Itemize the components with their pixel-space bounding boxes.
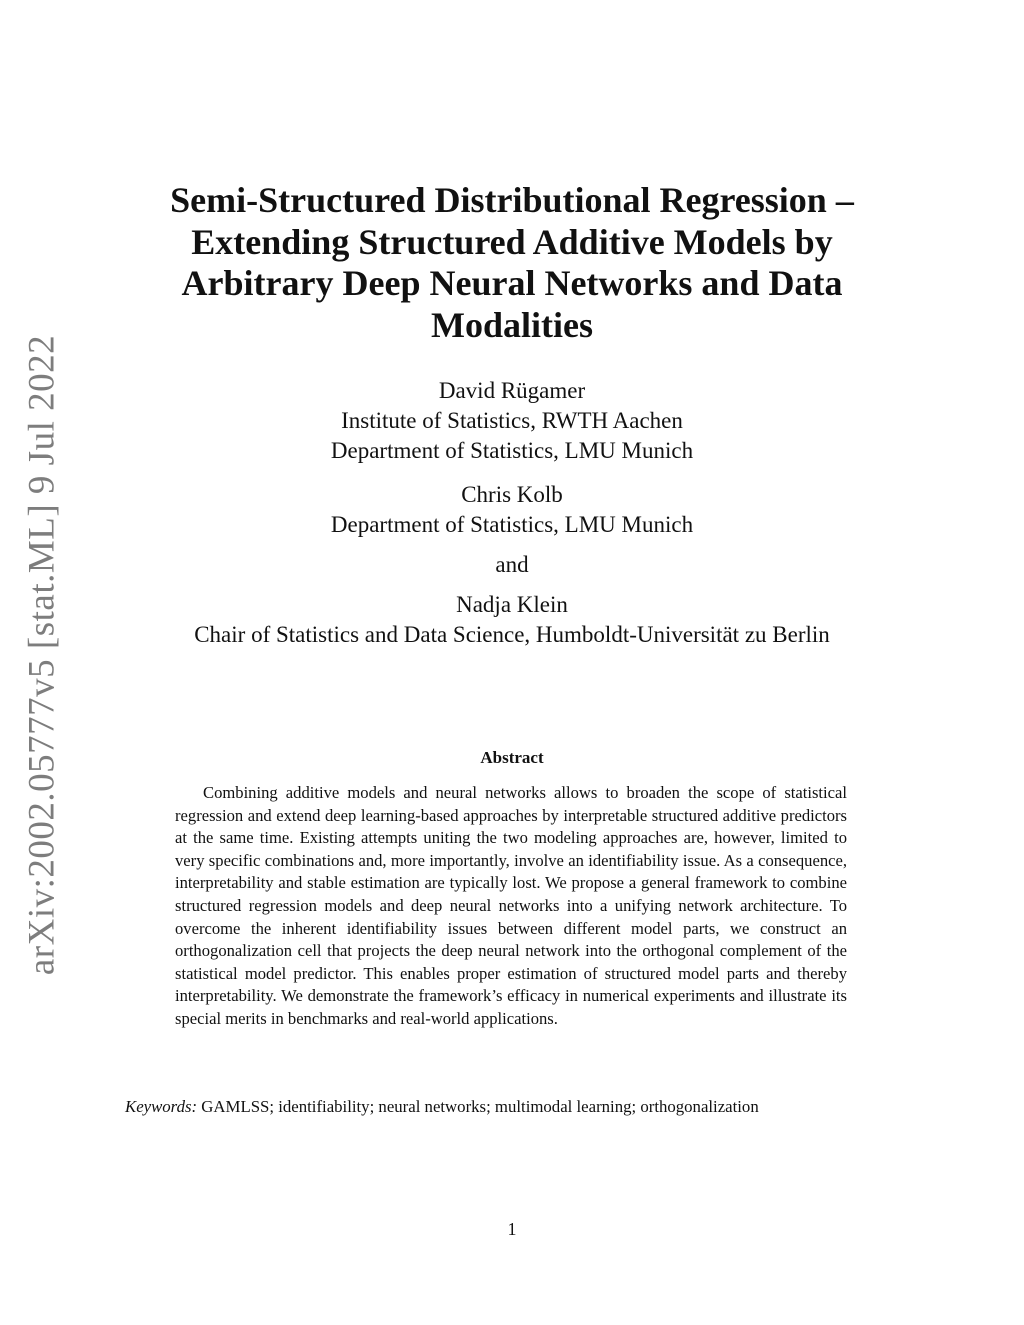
abstract-heading: Abstract — [480, 748, 544, 767]
title-line: Extending Structured Additive Models by — [191, 221, 833, 262]
author-affiliation: Department of Statistics, LMU Munich — [330, 512, 694, 537]
keywords — [125, 1097, 925, 1117]
author-list — [110, 376, 914, 650]
author-connector: and — [495, 552, 529, 577]
author-affiliation: Institute of Statistics, RWTH Aachen — [341, 408, 683, 433]
keywords-label: Keywords: — [125, 1097, 198, 1116]
author-name: Nadja Klein — [456, 592, 568, 617]
arxiv-identifier: arXiv:2002.05777v5 [stat.ML] 9 Jul 2022 — [21, 334, 63, 976]
author-block — [110, 590, 914, 650]
keywords-text: GAMLSS; identifiability; neural networks; multimodal learning; orthogonalization — [201, 1097, 759, 1116]
author-affiliation: Department of Statistics, LMU Munich — [330, 438, 694, 463]
paper-title — [110, 180, 914, 346]
author-name: Chris Kolb — [461, 482, 563, 507]
title-line: Semi-Structured Distributional Regression – — [170, 180, 854, 220]
page-number: 1 — [507, 1219, 517, 1239]
title-line: Arbitrary Deep Neural Networks and Data — [181, 263, 843, 303]
author-block — [110, 480, 914, 580]
author-block — [110, 376, 914, 466]
author-name: David Rügamer — [438, 378, 586, 403]
title-line: Modalities — [431, 304, 593, 345]
author-affiliation: Chair of Statistics and Data Science, Humboldt-Universität zu Berlin — [194, 622, 830, 647]
abstract-text: Combining additive models and neural networks allows to broaden the scope of statistical regression and extend deep learning-based approaches by interpretable structured additive predictors at the same time. Existing attempts uniting the two modeling approaches are, however, limited to very specific combinations and, more importantly, involve an identifiability issue. As a consequence, interpretability and stable estimation are typically lost. We propose a general framework to combine structured regression models and deep neural networks into a unifying network architecture. To overcome the inherent identifiability issues between different model parts, we construct an orthogonalization cell that projects the deep neural network into the orthogonal complement of the statistical model predictor. This enables proper estimation of structured model parts and thereby interpretability. We demonstrate the framework’s efficacy in numerical experiments and illustrate its special merits in benchmarks and real-world applications. — [175, 783, 847, 1028]
